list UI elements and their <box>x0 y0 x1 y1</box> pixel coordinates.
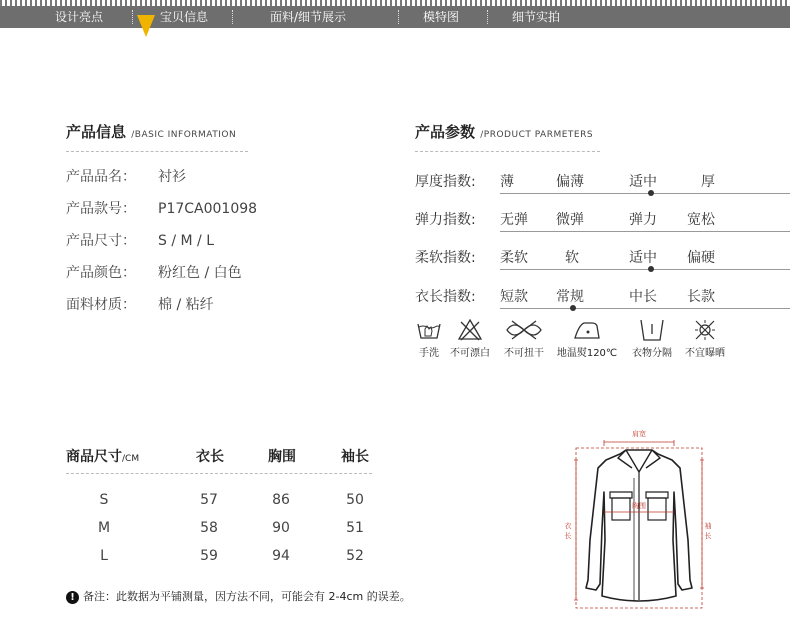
info-value: 棉 / 粘纤 <box>158 297 214 313</box>
info-label: 面料材质： <box>66 297 136 313</box>
param-option: 宽松 <box>687 212 715 228</box>
param-option: 柔软 <box>500 250 528 266</box>
care-no-bleach <box>446 318 494 359</box>
size-cell: 51 <box>346 520 364 536</box>
param-scale-line <box>500 269 790 270</box>
param-option: 偏薄 <box>556 174 584 190</box>
shoulder-label: 肩宽 <box>632 430 646 438</box>
tab-model-photos[interactable]: 模特图 <box>423 10 460 24</box>
chest-label: 胸围 <box>632 502 646 510</box>
length-label-2: 长 <box>564 532 572 540</box>
care-low-iron <box>556 318 618 359</box>
measurement-note <box>66 588 411 604</box>
product-params-subtitle: /PRODUCT PARMETERS <box>480 130 594 140</box>
warning-icon: ! <box>66 591 79 604</box>
tab-fabric-details[interactable]: 面料/细节展示 <box>270 10 347 24</box>
hang-dry-icon <box>639 318 665 342</box>
care-label: 不可漂白 <box>450 348 490 359</box>
size-cell: 86 <box>272 492 290 508</box>
nav-separator <box>487 10 488 24</box>
divider <box>66 151 248 152</box>
size-col-header: 袖长 <box>341 449 369 465</box>
size-table-title <box>66 446 139 466</box>
size-cell: M <box>97 520 111 536</box>
no-wring-icon <box>504 318 544 342</box>
length-label-1: 衣 <box>564 522 572 530</box>
param-option: 薄 <box>500 174 514 190</box>
param-option: 中长 <box>629 289 657 305</box>
care-no-sun <box>680 318 730 359</box>
no-sun-icon <box>692 318 718 342</box>
param-label: 弹力指数: <box>415 212 476 228</box>
nav-separator <box>398 10 399 24</box>
nav-separator <box>232 10 233 24</box>
param-option: 适中 <box>629 174 657 190</box>
param-indicator-dot <box>648 190 654 196</box>
param-option: 常规 <box>556 289 584 305</box>
care-label: 手洗 <box>419 348 439 359</box>
active-tab-pointer <box>137 15 155 37</box>
info-label: 产品尺寸： <box>66 233 136 249</box>
tab-detail-photos[interactable]: 细节实拍 <box>512 10 561 24</box>
size-cell: 50 <box>346 492 364 508</box>
param-label: 柔软指数: <box>415 250 476 266</box>
param-option: 软 <box>565 250 579 266</box>
size-cell: 58 <box>200 520 218 536</box>
product-info-heading <box>66 121 236 142</box>
size-table-unit: /CM <box>122 454 140 464</box>
top-nav-bar <box>0 6 790 28</box>
param-scale-line <box>500 308 790 309</box>
param-scale-line <box>500 231 790 232</box>
info-row-size <box>66 230 214 250</box>
sleeve-label-1: 袖 <box>704 522 712 530</box>
size-cell: S <box>99 492 109 508</box>
hand-wash-icon <box>416 318 442 342</box>
product-info-subtitle: /BASIC INFORMATION <box>131 130 237 140</box>
nav-separator <box>132 10 133 24</box>
product-params-heading <box>415 121 593 142</box>
size-cell: 94 <box>272 548 290 564</box>
info-label: 产品款号： <box>66 201 136 217</box>
size-table-title-text: 商品尺寸 <box>66 449 122 465</box>
care-hand-wash <box>412 318 446 359</box>
size-cell: 59 <box>200 548 218 564</box>
care-label: 不可扭干 <box>504 348 544 359</box>
care-no-wring <box>499 318 549 359</box>
no-bleach-icon <box>457 318 483 342</box>
param-indicator-dot <box>570 305 576 311</box>
tab-product-info[interactable]: 宝贝信息 <box>160 10 209 24</box>
size-cell: 57 <box>200 492 218 508</box>
param-label: 厚度指数: <box>415 174 476 190</box>
size-col-header: 衣长 <box>196 449 224 465</box>
param-option: 弹力 <box>629 212 657 228</box>
info-label: 产品品名： <box>66 169 136 185</box>
param-option: 长款 <box>687 289 715 305</box>
care-label: 地温熨120℃ <box>556 348 618 359</box>
param-indicator-dot <box>648 266 654 272</box>
param-option: 偏硬 <box>687 250 715 266</box>
param-scale-line <box>500 193 790 194</box>
low-iron-icon <box>572 318 602 342</box>
note-text: 备注：此数据为平铺测量，因方法不同，可能会有 2-4cm 的误差。 <box>83 590 411 603</box>
sleeve-label-2: 长 <box>704 532 712 540</box>
size-cell: 90 <box>272 520 290 536</box>
param-option: 适中 <box>629 250 657 266</box>
param-label: 衣长指数: <box>415 289 476 305</box>
param-option: 无弹 <box>500 212 528 228</box>
param-option: 短款 <box>500 289 528 305</box>
size-col-header: 胸围 <box>268 449 296 465</box>
product-params-title: 产品参数 <box>415 123 476 141</box>
size-cell: L <box>100 548 108 564</box>
info-row-material <box>66 294 214 314</box>
care-hang-dry <box>626 318 678 359</box>
info-value: P17CA001098 <box>158 201 258 217</box>
shirt-measurement-diagram <box>548 420 728 612</box>
tab-design-highlights[interactable]: 设计亮点 <box>55 10 104 24</box>
info-value: 粉红色 / 白色 <box>158 265 242 281</box>
divider <box>415 151 600 152</box>
care-label: 不宜曝晒 <box>685 348 725 359</box>
info-value: S / M / L <box>158 233 214 249</box>
param-option: 厚 <box>701 174 715 190</box>
param-option: 微弹 <box>556 212 584 228</box>
info-row-style-no <box>66 198 257 218</box>
info-row-color <box>66 262 242 282</box>
info-row-name <box>66 166 186 186</box>
size-cell: 52 <box>346 548 364 564</box>
info-value: 衬衫 <box>158 169 186 185</box>
product-info-title: 产品信息 <box>66 123 127 141</box>
info-label: 产品颜色： <box>66 265 136 281</box>
divider <box>66 473 372 474</box>
care-label: 衣物分隔 <box>632 348 672 359</box>
